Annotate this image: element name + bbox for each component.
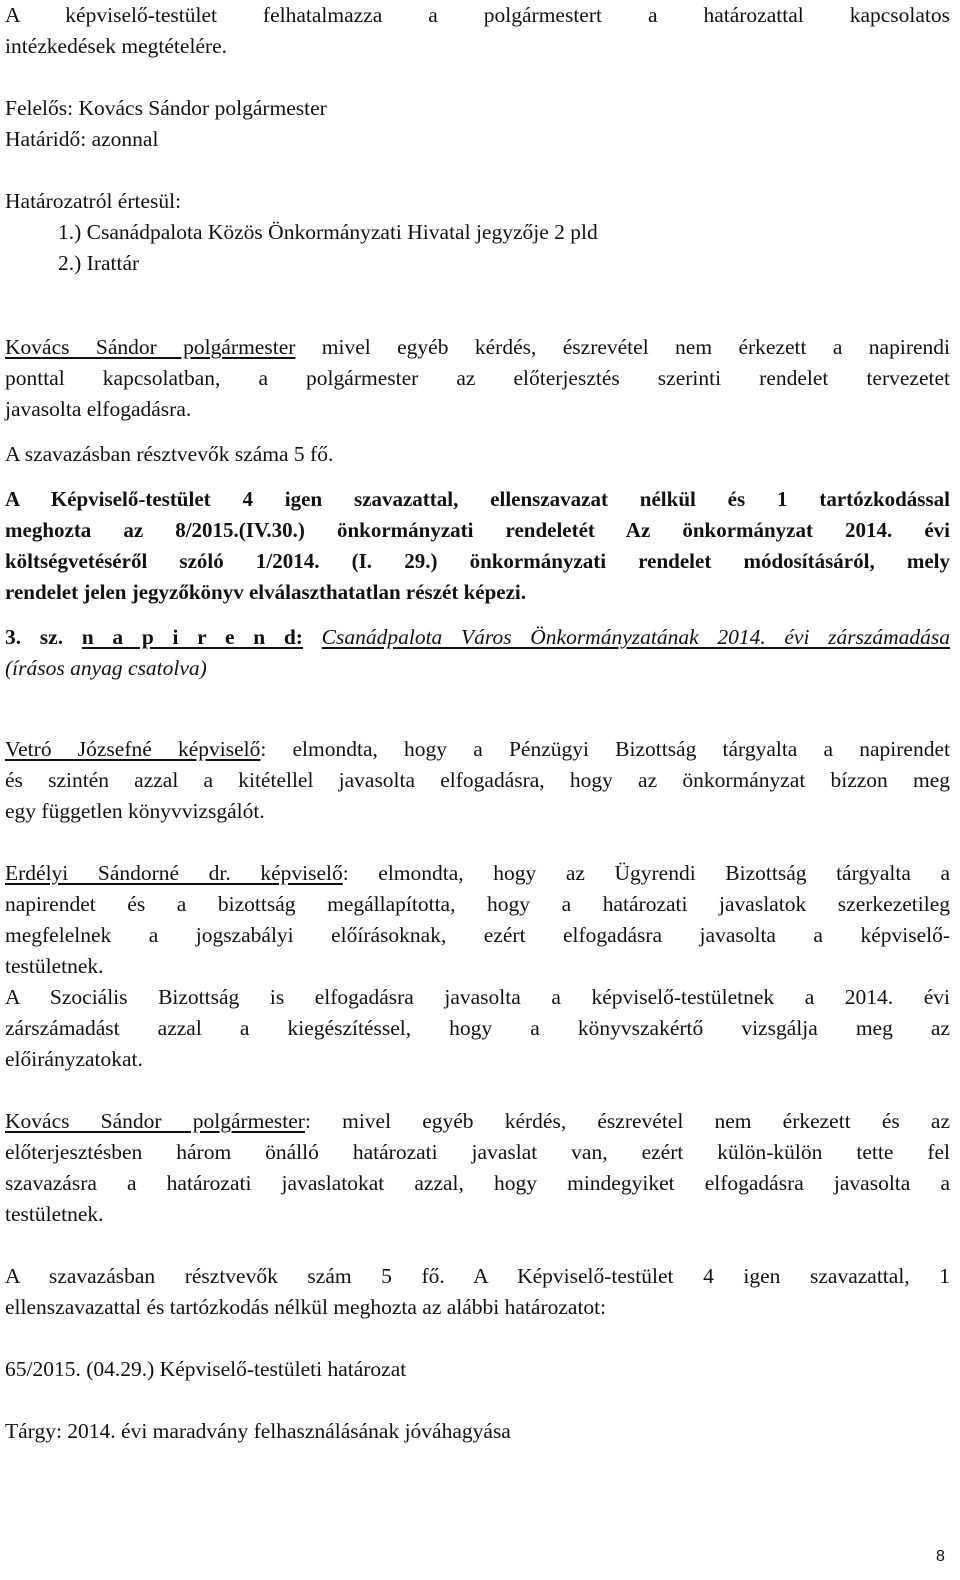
p6-line1: A szavazásban résztvevők szám 5 fő. A Képviselő-testület 4 igen szavazattal, 1 <box>5 1264 950 1288</box>
agenda-label: n a p i r e n d: <box>81 625 303 649</box>
p5-line3: szavazásra a határozati javaslatokat azzal, hogy mindegyiket elfogadásra javasolta a <box>5 1171 950 1195</box>
notify-item-2: 2.) Irattár <box>58 251 140 275</box>
decision-line3: költségvetéséről szóló 1/2014. (I. 29.) önkormányzati rendelet módosításáról, mely <box>5 549 950 573</box>
p3-line3: egy független könyvvizsgálót. <box>5 799 265 823</box>
notify-label: Határozatról értesül: <box>5 189 182 213</box>
notify-item-1: 1.) Csanádpalota Közös Önkormányzati Hivatal jegyzője 2 pld <box>58 220 598 244</box>
speaker-name: Vetró Józsefné képviselő <box>5 737 261 761</box>
p4-line6: zárszámadást azzal a kiegészítéssel, hogy a könyvszakértő vizsgálja meg az <box>5 1016 950 1040</box>
p1-line1: A képviselő-testület felhatalmazza a polgármestert a határozattal kapcsolatos <box>5 3 950 27</box>
decision-block <box>5 484 950 608</box>
p4-line7: előirányzatokat. <box>5 1047 143 1071</box>
p4-line2: napirendet és a bizottság megállapította, hogy a határozati javaslatok szerkezetileg <box>5 892 950 916</box>
p1-line2: intézkedések megtételére. <box>5 34 228 58</box>
decision-line4: rendelet jelen jegyzőkönyv elválaszthatatlan részét képezi. <box>5 580 526 604</box>
p2-line3: javasolta elfogadásra. <box>5 397 192 421</box>
agenda-number: 3. sz. <box>5 625 64 649</box>
subject-line: Tárgy: 2014. évi maradvány felhasználásának jóváhagyása <box>5 1419 511 1443</box>
speaker-name: Erdélyi Sándorné dr. képviselő <box>5 861 343 885</box>
p6-line2: ellenszavazattal és tartózkodás nélkül meghozta az alábbi határozatot: <box>5 1295 607 1319</box>
p3-line1-text: : elmondta, hogy a Pénzügyi Bizottság tárgyalta a napirendet <box>260 737 950 761</box>
p4-line1 <box>5 858 950 889</box>
speaker-name: Kovács Sándor polgármester <box>5 1109 305 1133</box>
decision-line1: A Képviselő-testület 4 igen szavazattal, ellenszavazat nélkül és 1 tartózkodással <box>5 487 950 511</box>
p4-line5: A Szociális Bizottság is elfogadásra javasolta a képviselő-testületnek a 2014. évi <box>5 985 950 1009</box>
p5-line1-text: : mivel egyéb kérdés, észrevétel nem érkezett és az <box>304 1109 950 1133</box>
resolution-title: 65/2015. (04.29.) Képviselő-testületi határozat <box>5 1357 407 1381</box>
agenda-heading <box>5 622 950 653</box>
agenda-title: Csanádpalota Város Önkormányzatának 2014. évi zárszámadása <box>321 625 950 649</box>
p5-line2: előterjesztésben három önálló határozati javaslat van, ezért külön-külön tette fel <box>5 1140 950 1164</box>
p2-line1 <box>5 332 950 363</box>
p2-line2: ponttal kapcsolatban, a polgármester az előterjesztés szerinti rendelet tervezetet <box>5 366 950 390</box>
document-page <box>5 0 950 1447</box>
p3-line2: és szintén azzal a kitétellel javasolta elfogadásra, hogy az önkormányzat bízzon meg <box>5 768 950 792</box>
p5-line1 <box>5 1106 950 1137</box>
p3-line1 <box>5 734 950 765</box>
responsible-line: Felelős: Kovács Sándor polgármester <box>5 96 327 120</box>
attendance-1: A szavazásban résztvevők száma 5 fő. <box>5 442 334 466</box>
page-number: 8 <box>936 1548 945 1565</box>
p4-line1-text: : elmondta, hogy az Ügyrendi Bizottság tárgyalta a <box>342 861 951 885</box>
agenda-note: (írásos anyag csatolva) <box>5 656 207 680</box>
decision-line2: meghozta az 8/2015.(IV.30.) önkormányzati rendeletét Az önkormányzat 2014. évi <box>5 518 950 542</box>
p4-line3: megfelelnek a jogszabályi előírásoknak, ezért elfogadásra javasolta a képviselő- <box>5 923 950 947</box>
speaker-name: Kovács Sándor polgármester <box>5 335 296 359</box>
deadline-line: Határidő: azonnal <box>5 127 159 151</box>
p4-line4: testületnek. <box>5 954 104 978</box>
p2-line1-text: mivel egyéb kérdés, észrevétel nem érkezett a napirendi <box>295 335 950 359</box>
p5-line4: testületnek. <box>5 1202 104 1226</box>
